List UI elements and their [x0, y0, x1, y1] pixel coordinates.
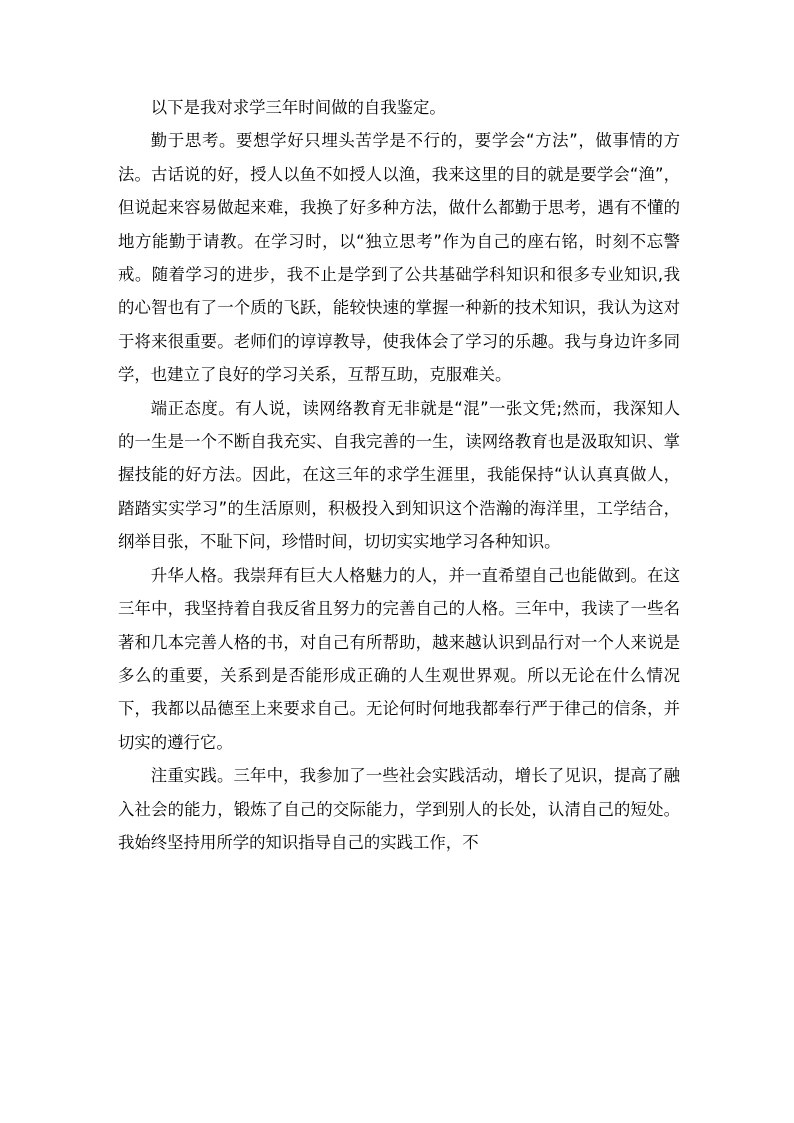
paragraph-character: 升华人格。我崇拜有巨大人格魅力的人，并一直希望自己也能做到。在这三年中，我坚持着自我反省且努力的完善自己的人格。三年中，我读了一些名著和几本完善人格的书，对自己有所帮助，越来越认识到品行对一个人来说是多么的重要，关系到是否能形成正确的人生观世界观。所以无论在什么情况下，我都以品德至上来要求自己。无论何时何地我都奉行严于律己的信条，并切实的遵行它。 [118, 565, 680, 752]
paragraph-thinking: 勤于思考。要想学好只埋头苦学是不行的，要学会“方法”，做事情的方法。古话说的好，授人以鱼不如授人以渔，我来这里的目的就是要学会“渔”，但说起来容易做起来难，我换了好多种方法，做什么都勤于思考，遇有不懂的地方能勤于请教。在学习时，以“独立思考”作为自己的座右铭，时刻不忘警戒。随着学习的进步，我不止是学到了公共基础学科知识和很多专业知识,我的心智也有了一个质的飞跃，能较快速的掌握一种新的技术知识，我认为这对于将来很重要。老师们的谆谆教导，使我体会了学习的乐趣。我与身边许多同学，也建立了良好的学习关系，互帮互助，克服难关。 [118, 131, 680, 385]
paragraph-intro: 以下是我对求学三年时间做的自我鉴定。 [150, 98, 446, 117]
document-body [118, 91, 680, 859]
paragraph-practice: 注重实践。三年中，我参加了一些社会实践活动，增长了见识，提高了融入社会的能力，锻炼了自己的交际能力，学到别人的长处，认清自己的短处。我始终坚持用所学的知识指导自己的实践工作，不 [118, 766, 680, 852]
paragraph-attitude: 端正态度。有人说，读网络教育无非就是“混”一张文凭;然而，我深知人的一生是一个不断自我充实、自我完善的一生，读网络教育也是汲取知识、掌握技能的好方法。因此，在这三年的求学生涯里，我能保持“认认真真做人，踏踏实实学习”的生活原则，积极投入到知识这个浩瀚的海洋里，工学结合，纲举目张，不耻下问，珍惜时间，切切实实地学习各种知识。 [118, 398, 680, 552]
